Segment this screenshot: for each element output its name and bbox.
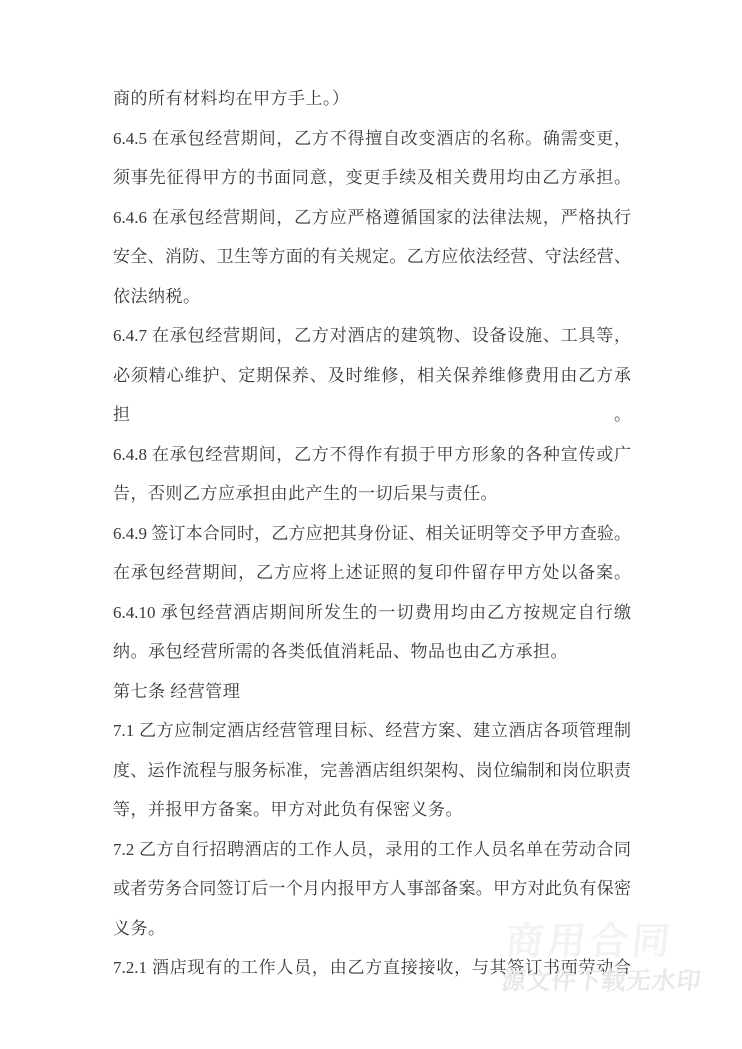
paragraph: [113, 119, 631, 198]
text-line: 6.4.10 承包经营酒店期间所发生的一切费用均由乙方按规定自行缴: [113, 602, 631, 622]
text-line: 第七条 经营管理: [113, 681, 241, 701]
paragraph: [113, 948, 631, 988]
text-line: 6.4.9 签订本合同时，乙方应把其身份证、相关证明等交予甲方查验。: [113, 523, 631, 543]
paragraph: [113, 435, 631, 514]
document-body: [113, 79, 631, 988]
paragraph: [113, 316, 631, 435]
text-line: 或者劳务合同签订后一个月内报甲方人事部备案。甲方对此负有保密: [113, 879, 631, 898]
text-line: 依法纳税。: [113, 286, 201, 306]
paragraph: [113, 79, 631, 119]
watermark-title: 商用合同: [503, 921, 676, 963]
paragraph: [113, 198, 631, 317]
text-line: 纳。承包经营所需的各类低值消耗品、物品也由乙方承担。: [113, 642, 568, 661]
text-line: 7.1 乙方应制定酒店经营管理目标、经营方案、建立酒店各项管理制: [113, 721, 631, 740]
paragraph: [113, 830, 631, 949]
text-line: 安全、消防、卫生等方面的有关规定。乙方应依法经营、守法经营、: [113, 247, 631, 266]
paragraph: [113, 514, 631, 593]
text-line: 义务。: [113, 918, 166, 938]
text-line: 在承包经营期间，乙方应将上述证照的复印件留存甲方处以备案。: [113, 563, 631, 582]
text-line: 等，并报甲方备案。甲方对此负有保密义务。: [113, 800, 463, 819]
text-line: 7.2.1 酒店现有的工作人员，由乙方直接接收，与其签订书面劳动合: [113, 958, 631, 977]
section-heading: [113, 672, 631, 712]
paragraph: [113, 711, 631, 830]
text-line: 6.4.7 在承包经营期间，乙方对酒店的建筑物、设备设施、工具等，: [113, 326, 631, 345]
text-line: 6.4.6 在承包经营期间，乙方应严格遵循国家的法律法规，严格执行: [113, 207, 631, 227]
text-line: 告，否则乙方应承担由此产生的一切后果与责任。: [113, 484, 498, 503]
paragraph: [113, 593, 631, 672]
text-line: 度、运作流程与服务标准，完善酒店组织架构、岗位编制和岗位职责: [113, 760, 631, 780]
text-line: 6.4.8 在承包经营期间，乙方不得作有损于甲方形象的各种宣传或广: [113, 444, 631, 464]
text-line: 须事先征得甲方的书面同意，变更手续及相关费用均由乙方承担。: [113, 168, 631, 187]
text-line: 7.2 乙方自行招聘酒店的工作人员，录用的工作人员名单在劳动合同: [113, 839, 631, 859]
text-line: 必须精心维护、定期保养、及时维修，相关保养维修费用由乙方承担。: [113, 365, 631, 424]
text-line: 6.4.5 在承包经营期间，乙方不得擅自改变酒店的名称。确需变更，: [113, 128, 631, 148]
watermark-subtitle: 源文件下载无水印: [500, 969, 703, 995]
text-line: 商的所有材料均在甲方手上。）: [113, 89, 350, 108]
